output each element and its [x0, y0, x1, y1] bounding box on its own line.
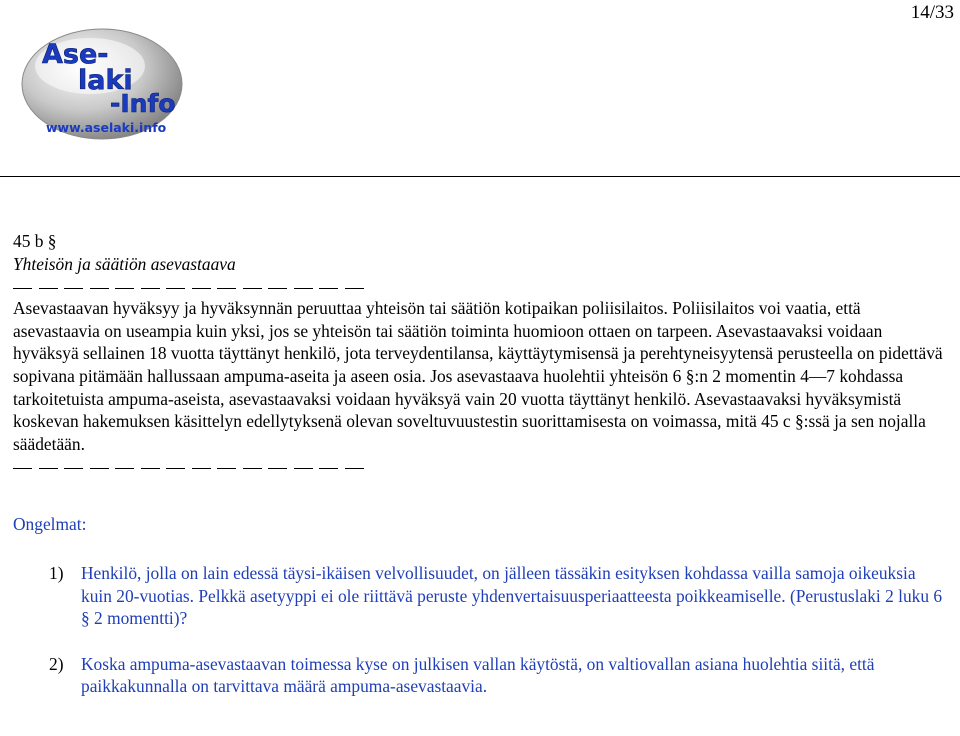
list-item-text: Koska ampuma-asevastaavan toimessa kyse on julkisen vallan käytöstä, on valtiovallan asiana huolehtia siitä, että paikkakunnalla on tarvittava määrä ampuma-asevastaavia.	[81, 653, 875, 697]
header-divider	[0, 176, 960, 177]
page-number: 14/33	[910, 2, 954, 23]
problems-heading: Ongelmat:	[13, 514, 87, 535]
list-item-number: 1)	[49, 562, 64, 583]
section-number: 45 b §	[13, 231, 57, 251]
logo-url: www.aselaki.info	[46, 120, 167, 135]
problems-list	[13, 562, 943, 698]
list-item-number: 2)	[49, 653, 64, 674]
aselaki-logo	[16, 26, 196, 142]
logo-line1: Ase-	[42, 39, 109, 70]
document-body	[13, 230, 943, 721]
logo-line2: laki	[78, 65, 133, 96]
list-item-text: Henkilö, jolla on lain edessä täysi-ikäisen velvollisuudet, on jälleen tässäkin esityksen kohdassa vailla samoja oikeuksia kuin 20-vuotias. Pelkkä asetyyppi ei ole riittävä peruste yhdenvertaisuusperiaatteesta poikkeamiselle. (Perustuslaki 2 luku 6 § 2 momentti)?	[81, 562, 943, 629]
list-item	[13, 653, 943, 698]
dash-divider-bottom	[13, 455, 943, 477]
logo-line3: -Info	[110, 89, 176, 118]
section-title: Yhteisön ja säätiön asevastaava	[13, 253, 236, 274]
dash-divider-top	[13, 275, 943, 297]
list-item	[13, 562, 943, 630]
section-body: Asevastaavan hyväksyy ja hyväksynnän peruuttaa yhteisön tai säätiön kotipaikan poliisilaitos. Poliisilaitos voi vaatia, että asevastaavia on useampia kuin yksi, jos se yhteisön tai säätiön toiminta huomioon ottaen on tarpeen. Asevastaavaksi voidaan hyväksyä sellainen 18 vuotta täyttänyt henkilö, jota terveydentilansa, käyttäytymisensä ja perehtyneisyytensä perusteella on pidettävä sopivana pitämään hallussaan ampuma-aseita ja aseen osia. Jos asevastaava huolehtii yhteisön 6 §:n 2 momentin 4—7 kohdassa tarkoitetuista ampuma-aseista, asevastaavaksi voidaan hyväksyä vain 20 vuotta täyttänyt henkilö. Asevastaavaksi hyväksymistä koskevan hakemuksen käsittelyn edellytyksenä olevan soveltuvuustestin suorittamisesta on voimassa, mitä 45 c §:ssä ja sen nojalla säädetään.	[13, 298, 943, 454]
